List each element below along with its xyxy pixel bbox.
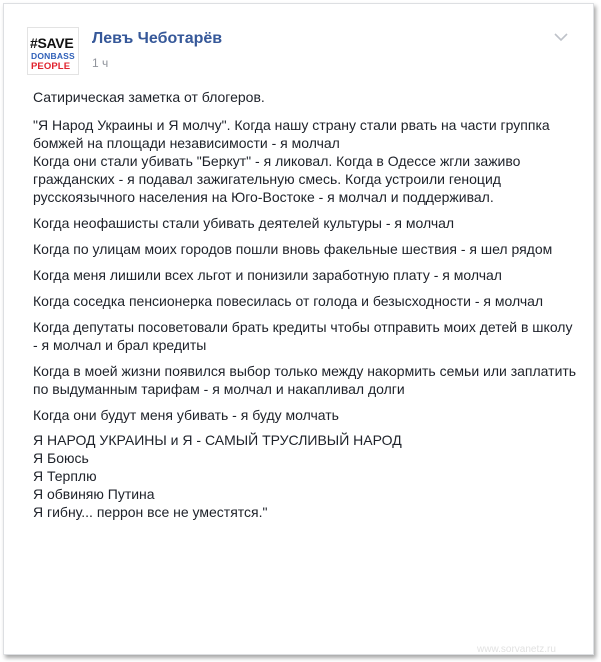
post-paragraph: Я НАРОД УКРАИНЫ и Я - САМЫЙ ТРУСЛИВЫЙ НАРОД Я Боюсь Я Терплю Я обвиняю Путина Я гибну... перрон все не уместятся." [33,432,402,520]
post-paragraph: Когда неофашисты стали убивать деятелей культуры - я молчал [33,215,455,231]
post-paragraph: Когда депутаты посоветовали брать кредиты чтобы отправить моих детей в школу - я молчал и брал кредиты [33,319,573,353]
post-paragraph: Когда они будут меня убивать - я буду молчать [33,407,339,423]
post-paragraph: Когда в моей жизни появился выбор только между накормить семьи или заплатить по выдуманным тарифам - я молчал и накапливал долги [33,363,577,397]
post-paragraph: "Я Народ Украины и Я молчу". Когда нашу страну стали рвать на части группка бомжей на площади независимости - я молчал Когда они стали убивать "Беркут" - я ликовал. Когда в Одессе жгли заживо гражданских - я подавал зажигательную смесь. Когда устроили геноцид русскоязычного населения на Юго-Востоке - я молчал и поддерживал. [33,117,550,205]
post-body [33,88,578,529]
post-paragraph: Когда по улицам моих городов пошли вновь факельные шествия - я шел рядом [33,241,553,257]
author-name-link[interactable]: Левъ Чеботарёв [92,30,223,47]
avatar-text-people: PEOPLE [31,61,71,72]
post-card [3,3,594,655]
post-paragraph: Когда соседка пенсионерка повесилась от голода и безысходности - я молчал [33,293,544,309]
post-paragraph: Когда меня лишили всех льгот и понизили заработную плату - я молчал [33,267,502,283]
post-timestamp[interactable]: 1 ч [92,56,109,70]
avatar[interactable] [27,27,79,75]
post-paragraph: Сатирическая заметка от блогеров. [33,89,265,105]
watermark: www.sorvanetz.ru [477,644,556,655]
chevron-down-icon[interactable] [554,32,568,42]
avatar-text-donbass: DONBASS [31,51,75,61]
avatar-text-save: #SAVE [30,35,74,51]
